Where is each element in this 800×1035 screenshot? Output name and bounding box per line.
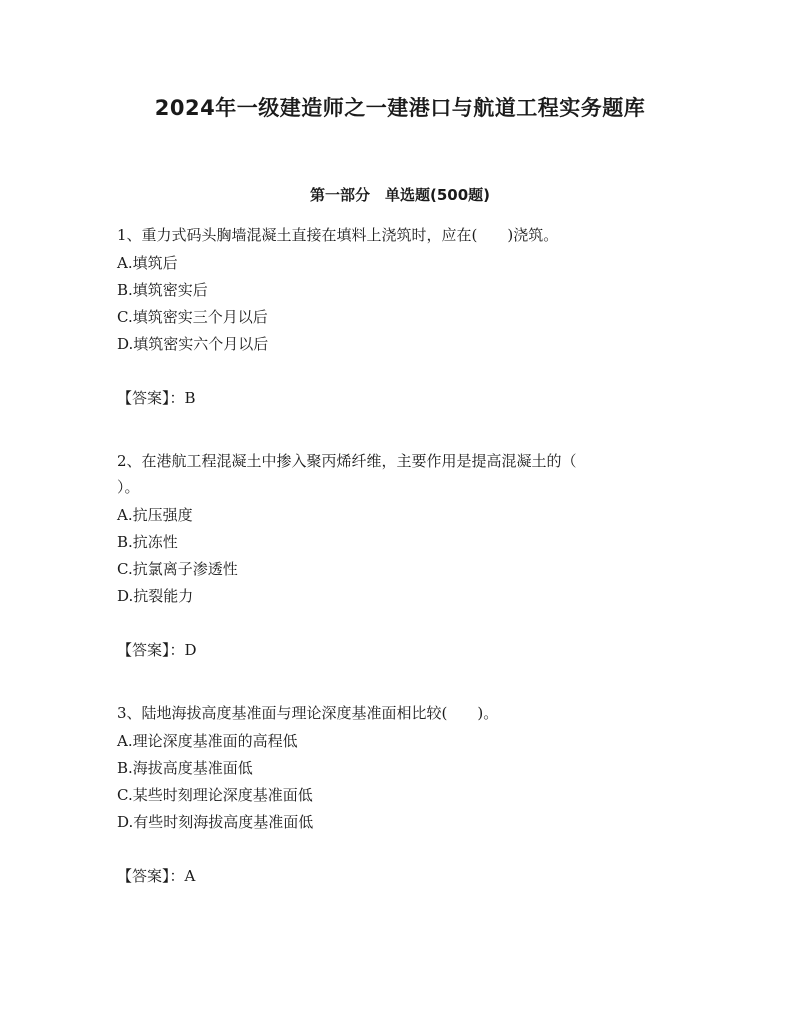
question-list (117, 222, 687, 889)
question-stem: 3、陆地海拔高度基准面与理论深度基准面相比较( )。 (117, 704, 499, 722)
spacer (117, 663, 687, 700)
answer-label: 【答案】： (117, 867, 185, 885)
option-c: C.抗氯离子渗透性 (117, 560, 238, 578)
option-list (117, 502, 687, 610)
answer-value: D (184, 641, 197, 659)
option-a: A.理论深度基准面的高程低 (117, 732, 298, 750)
option-c: C.某些时刻理论深度基准面低 (117, 786, 313, 804)
question-stem: 2、在港航工程混凝土中掺入聚丙烯纤维，主要作用是提高混凝土的（ ）。 (117, 452, 577, 496)
option-b: B.抗冻性 (117, 533, 178, 551)
answer-line (117, 385, 687, 411)
option-a: A.抗压强度 (117, 506, 193, 524)
answer-value: A (184, 867, 196, 885)
answer-line (117, 637, 687, 663)
spacer (117, 411, 687, 448)
option-b: B.海拔高度基准面低 (117, 759, 253, 777)
answer-value: B (184, 389, 196, 407)
question-2 (117, 448, 687, 663)
option-d: D.有些时刻海拔高度基准面低 (117, 813, 314, 831)
option-b: B.填筑密实后 (117, 281, 208, 299)
option-list (117, 728, 687, 836)
question-stem: 1、重力式码头胸墙混凝土直接在填料上浇筑时，应在( )浇筑。 (117, 226, 559, 244)
answer-line (117, 863, 687, 889)
option-c: C.填筑密实三个月以后 (117, 308, 268, 326)
question-3 (117, 700, 687, 889)
option-d: D.填筑密实六个月以后 (117, 335, 269, 353)
question-1 (117, 222, 687, 411)
option-a: A.填筑后 (117, 254, 178, 272)
answer-label: 【答案】： (117, 641, 185, 659)
document-title: 2024年一级建造师之一建港口与航道工程实务题库 (154, 96, 646, 120)
option-list (117, 250, 687, 358)
option-d: D.抗裂能力 (117, 587, 194, 605)
answer-label: 【答案】： (117, 389, 185, 407)
section-title: 第一部分 单选题(500题) (309, 186, 491, 204)
